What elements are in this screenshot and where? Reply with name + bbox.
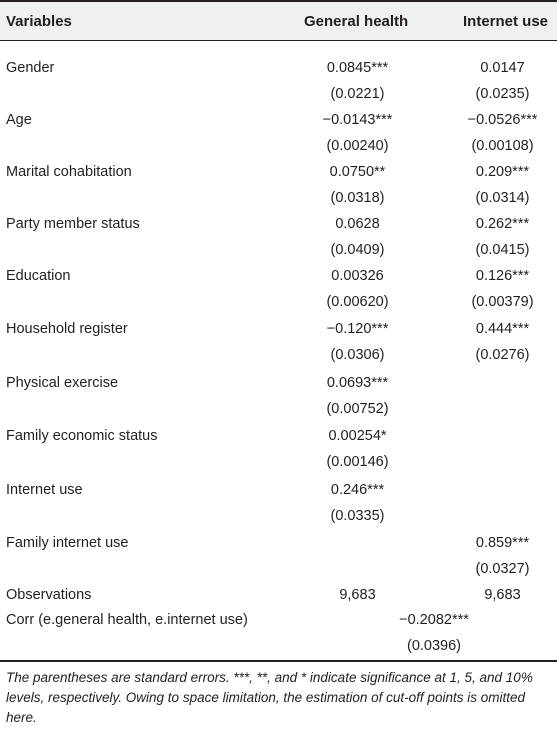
internet-use-se: (0.0276) [475, 347, 530, 363]
table-row-education [0, 263, 557, 289]
header-general-health: General health [304, 13, 409, 30]
general-health-se: (0.0409) [330, 242, 385, 258]
internet-use-se: (0.0235) [475, 86, 530, 102]
table-row-marital-cohabitation-se [0, 185, 557, 211]
general-health-coef: −0.120*** [326, 321, 389, 337]
header-internet-use: Internet use [463, 13, 549, 30]
table-row-age [0, 107, 557, 133]
table-row-party-member-status [0, 211, 557, 237]
table-row-family-internet-use [0, 530, 557, 556]
row-label: Education [6, 268, 71, 284]
row-label: Corr (e.general health, e.internet use) [6, 612, 248, 628]
table-header-row [0, 2, 557, 40]
table-row-family-economic-status-se [0, 449, 557, 475]
table-row-observations [0, 582, 557, 608]
row-label: Observations [6, 587, 92, 603]
general-health-se: (0.00620) [326, 294, 389, 310]
table-row-party-member-status-se [0, 237, 557, 263]
table-row-corr-se [0, 633, 557, 659]
general-health-se: (0.0318) [330, 190, 385, 206]
internet-use-coef: 0.262*** [475, 216, 530, 232]
general-health-se: (0.00146) [326, 454, 389, 470]
table-row-marital-cohabitation [0, 159, 557, 185]
table-row-household-register-se [0, 342, 557, 368]
row-label: Party member status [6, 216, 140, 232]
general-health-se: (0.0221) [330, 86, 385, 102]
general-health-observations: 9,683 [339, 587, 376, 603]
general-health-coef: 0.0845*** [326, 60, 389, 76]
table-header-rule [0, 40, 557, 41]
header-variables: Variables [6, 13, 72, 30]
row-label: Age [6, 112, 32, 128]
internet-use-se: (0.0314) [475, 190, 530, 206]
general-health-coef: −0.0143*** [322, 112, 393, 128]
table-row-physical-exercise [0, 370, 557, 396]
general-health-se: (0.0335) [330, 508, 385, 524]
general-health-coef: 0.0693*** [326, 375, 389, 391]
table-row-household-register [0, 316, 557, 342]
table-row-education-se [0, 289, 557, 315]
table-row-internet-use [0, 477, 557, 503]
table-footnote: The parentheses are standard errors. ***, **, and * indicate significance at 1, 5, and 10% levels, respectively. Owing to space limitation, the estimation of cut-off points is omitted here. [6, 670, 533, 725]
internet-use-se: (0.0327) [475, 561, 530, 577]
table-row-family-internet-use-se [0, 556, 557, 582]
row-label: Household register [6, 321, 128, 337]
general-health-se: (0.00240) [326, 138, 389, 154]
internet-use-coef: 0.209*** [475, 164, 530, 180]
row-label: Family economic status [6, 428, 158, 444]
general-health-coef: 0.0628 [335, 216, 380, 232]
general-health-coef: 0.0750** [329, 164, 386, 180]
general-health-se: (0.00752) [326, 401, 389, 417]
table-row-gender-se [0, 81, 557, 107]
internet-use-se: (0.00108) [471, 138, 534, 154]
table-row-age-se [0, 133, 557, 159]
table-row-physical-exercise-se [0, 396, 557, 422]
table-row-internet-use-se [0, 503, 557, 529]
internet-use-se: (0.0415) [475, 242, 530, 258]
internet-use-coef: 0.126*** [475, 268, 530, 284]
table-row-corr [0, 607, 557, 633]
table-row-gender [0, 55, 557, 81]
internet-use-se: (0.00379) [471, 294, 534, 310]
row-label: Internet use [6, 482, 83, 498]
internet-use-coef: 0.444*** [475, 321, 530, 337]
row-label: Physical exercise [6, 375, 119, 391]
general-health-coef: 0.246*** [330, 482, 385, 498]
internet-use-coef: −0.0526*** [467, 112, 538, 128]
corr-se: (0.0396) [406, 638, 461, 654]
row-label: Gender [6, 60, 55, 76]
general-health-se: (0.0306) [330, 347, 385, 363]
row-label: Marital cohabitation [6, 164, 132, 180]
row-label: Family internet use [6, 535, 129, 551]
general-health-coef: 0.00326 [331, 268, 384, 284]
corr-value: −0.2082*** [399, 612, 469, 628]
internet-use-coef: 0.0147 [480, 60, 525, 76]
internet-use-observations: 9,683 [484, 587, 521, 603]
table-bottom-rule [0, 660, 557, 662]
internet-use-coef: 0.859*** [475, 535, 530, 551]
general-health-coef: 0.00254* [328, 428, 387, 444]
table-row-family-economic-status [0, 423, 557, 449]
